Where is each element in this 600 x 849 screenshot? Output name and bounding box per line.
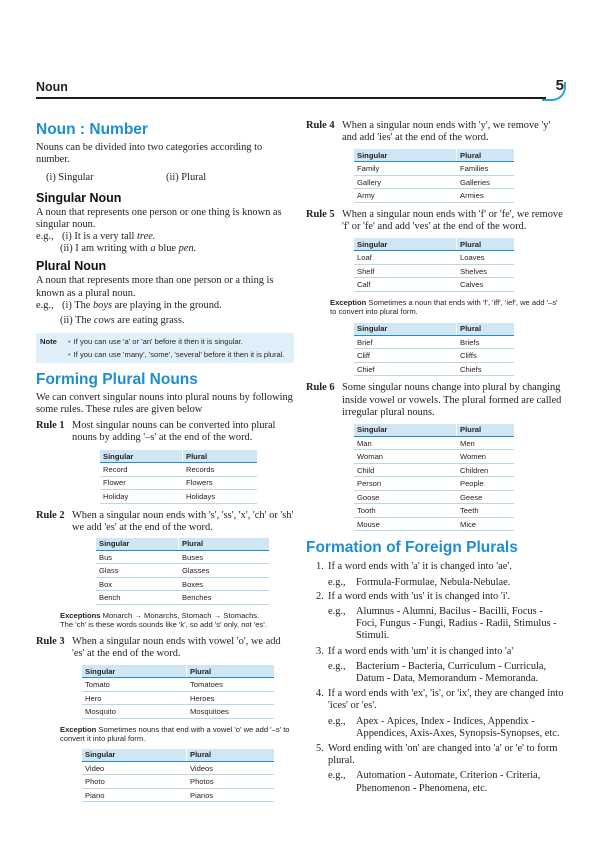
rule-2 <box>36 510 294 534</box>
table-row <box>100 490 257 504</box>
column-header: Plural <box>457 424 515 437</box>
table-row <box>354 162 514 176</box>
table-row <box>82 788 274 802</box>
table-rule-3-exception <box>82 749 274 803</box>
table-rule-3 <box>82 665 274 719</box>
example-text: are playing in the ground. <box>112 299 222 311</box>
cell: Tomato <box>82 678 187 692</box>
item-example: Apex - Apices, Index - Indices, Appendix - Appendices, Axis-Axes, Synopsis-Synopses, etc. <box>356 715 560 739</box>
rule-label: Rule 1 <box>36 419 65 431</box>
example-text: (ii) I am writing with <box>60 243 148 255</box>
category-plural: (ii) Plural <box>166 172 207 184</box>
cell: Holiday <box>100 490 183 504</box>
item-number: 5. <box>316 743 324 755</box>
column-header: Singular <box>82 749 187 762</box>
cell: Glasses <box>179 564 270 578</box>
item-number: 4. <box>316 688 324 700</box>
eg-label: e.g., <box>328 715 346 727</box>
column-header: Singular <box>354 149 457 162</box>
chapter-title: Noun <box>36 80 68 94</box>
note-text: If you can use 'a' or 'an' before it then it is singular. <box>73 337 243 347</box>
example-emphasis: boys <box>92 299 113 311</box>
item-text: If a word ends with 'um' it is changed into 'a' <box>328 645 514 657</box>
cell: Teeth <box>457 504 515 518</box>
section-title-foreign-plurals: Formation of Foreign Plurals <box>306 539 518 557</box>
cell: Cliffs <box>457 349 515 363</box>
column-header: Singular <box>82 665 187 678</box>
table-row <box>354 349 514 363</box>
table-row <box>354 189 514 203</box>
table-row <box>96 577 269 591</box>
table-row <box>82 678 274 692</box>
example-text: are eating grass. <box>114 315 185 327</box>
cell: Cliff <box>354 349 457 363</box>
cell: Piano <box>82 788 187 802</box>
cell: Shelf <box>354 264 457 278</box>
category-singular: (i) Singular <box>46 172 94 184</box>
cell: Loaf <box>354 251 457 265</box>
header-corner-decoration <box>542 82 566 101</box>
cell: Record <box>100 463 183 477</box>
column-header: Singular <box>96 538 179 551</box>
cell: Mouse <box>354 517 457 531</box>
table-header-row <box>354 149 514 162</box>
eg-label: e.g., <box>328 606 346 618</box>
exception-text: Sometimes nouns that end with a vowel 'o' we add '–s' to convert it into plural form. <box>60 724 290 744</box>
column-header: Plural <box>187 665 275 678</box>
eg-label: e.g., <box>328 770 346 782</box>
item-text: If a word ends with 'a' it is changed into 'ae'. <box>328 561 512 573</box>
cell: Buses <box>179 550 270 564</box>
rule-label: Rule 3 <box>36 635 65 647</box>
plural-example-2 <box>60 315 294 327</box>
cell: Bus <box>96 550 179 564</box>
singular-example-1 <box>36 231 294 243</box>
note-text: If you can use 'many', 'some', 'several' before it then it is plural. <box>73 350 285 360</box>
cell: Families <box>457 162 515 176</box>
singular-noun-heading: Singular Noun <box>36 190 122 205</box>
item-example: Automation - Automate, Criterion - Criteria, Phenomenon - Phenomena, etc. <box>356 770 541 794</box>
item-example: Formula-Formulae, Nebula-Nebulae. <box>356 576 511 588</box>
table-row <box>354 362 514 376</box>
left-column <box>36 115 294 802</box>
note-item <box>68 348 290 361</box>
eg-label: e.g., <box>328 576 346 588</box>
singular-definition: A noun that represents one person or one thing is known as singular noun. <box>36 206 282 230</box>
exceptions-label: Exceptions <box>60 610 101 620</box>
table-row <box>354 335 514 349</box>
eg-label: e.g., <box>36 299 54 311</box>
table-row <box>82 775 274 789</box>
cell: Pianos <box>187 788 275 802</box>
table-rule-2 <box>96 538 269 605</box>
exception-rule-3 <box>60 725 294 744</box>
item-example: Alumnus - Alumni, Bacilus - Bacilli, Focus - Foci, Fungus - Fungi, Radius - Radii, Stimulus - Stimuli. <box>356 606 557 642</box>
cell: Records <box>183 463 258 477</box>
cell: Flowers <box>183 476 258 490</box>
example-emphasis: cows <box>93 315 115 327</box>
table-rule-5-exception <box>354 323 514 377</box>
plural-noun-heading: Plural Noun <box>36 259 107 274</box>
example-text: (i) It is a very tall <box>62 231 135 243</box>
table-rule-1 <box>100 450 257 504</box>
table-rule-5 <box>354 238 514 292</box>
table-row <box>354 436 514 450</box>
eg-label: e.g., <box>36 231 54 243</box>
cell: Bench <box>96 591 179 605</box>
table-row <box>82 761 274 775</box>
table-header-row <box>96 538 269 551</box>
rule-text: When a singular noun ends with 'f' or 'fe', we remove 'f' or 'fe' and add 'ves' at the end of the word. <box>342 208 563 233</box>
column-header: Singular <box>100 450 183 463</box>
header-divider <box>36 97 546 99</box>
cell: Brief <box>354 335 457 349</box>
example-text: (i) The <box>62 299 93 311</box>
table-header-row <box>354 323 514 336</box>
cell: Loaves <box>457 251 515 265</box>
cell: Hero <box>82 691 187 705</box>
table-row <box>354 175 514 189</box>
cell: Mosquitoes <box>187 705 275 719</box>
rule-5 <box>306 209 564 233</box>
cell: Gallery <box>354 175 457 189</box>
item-number: 1. <box>316 561 324 573</box>
note-box <box>36 333 294 363</box>
bullet-icon: • <box>68 337 71 347</box>
column-header: Singular <box>354 323 457 336</box>
table-row <box>96 550 269 564</box>
rule-1 <box>36 420 294 444</box>
table-row <box>100 463 257 477</box>
table-row <box>354 251 514 265</box>
cell: Men <box>457 436 515 450</box>
item-number: 2. <box>316 590 324 602</box>
table-header-row <box>354 238 514 251</box>
page-number: 5 <box>555 77 564 94</box>
cell: Heroes <box>187 691 275 705</box>
cell: Person <box>354 477 457 491</box>
rule-6 <box>306 382 564 419</box>
cell: Briefs <box>457 335 515 349</box>
example-emphasis: a <box>150 243 156 255</box>
rule-label: Rule 4 <box>306 120 335 131</box>
cell: Calf <box>354 278 457 292</box>
cell: Man <box>354 436 457 450</box>
rule-label: Rule 6 <box>306 382 335 394</box>
item-text: If a word ends with 'ex', 'is', or 'ix', they are changed into 'ices' or 'es'. <box>328 688 564 712</box>
forming-intro: We can convert singular nouns into plural nouns by following some rules. These rules are given below <box>36 392 293 416</box>
page-header <box>36 77 564 102</box>
cell: Photo <box>82 775 187 789</box>
cell: Tomatoes <box>187 678 275 692</box>
rule-3 <box>36 636 294 660</box>
cell: Galleries <box>457 175 515 189</box>
table-row <box>100 476 257 490</box>
table-row <box>96 564 269 578</box>
cell: Armies <box>457 189 515 203</box>
table-row <box>354 463 514 477</box>
singular-example-2 <box>60 243 294 255</box>
cell: Boxes <box>179 577 270 591</box>
table-row <box>82 691 274 705</box>
cell: Family <box>354 162 457 176</box>
rule-label: Rule 2 <box>36 509 65 521</box>
table-row <box>354 490 514 504</box>
table-row <box>354 264 514 278</box>
cell: Geese <box>457 490 515 504</box>
exceptions-rule-2 <box>60 611 294 630</box>
intro-text: Nouns can be divided into two categories according to number. <box>36 142 263 166</box>
example-text: blue <box>155 243 179 255</box>
cell: Box <box>96 577 179 591</box>
right-column <box>306 120 564 795</box>
table-row <box>96 591 269 605</box>
rule-text: When a singular noun ends with vowel 'o', we add 'es' at the end of the word. <box>72 635 281 660</box>
bullet-icon: • <box>68 350 71 360</box>
table-rule-4 <box>354 149 514 203</box>
foreign-item <box>316 591 564 643</box>
cell: Children <box>457 463 515 477</box>
column-header: Plural <box>457 149 515 162</box>
table-row <box>354 477 514 491</box>
example-text: (ii) The <box>60 315 94 327</box>
item-text: If a word ends with 'us' it is changed into 'i'. <box>328 590 511 602</box>
cell: Benches <box>179 591 270 605</box>
cell: Holidays <box>183 490 258 504</box>
section-title-noun-number: Noun : Number <box>36 121 148 138</box>
table-row <box>82 705 274 719</box>
table-header-row <box>82 749 274 762</box>
cell: Army <box>354 189 457 203</box>
item-example: Bacterium - Bacteria, Curriculum - Curricula, Datum - Data, Memorandum - Memoranda. <box>356 660 547 685</box>
foreign-item <box>316 743 564 795</box>
rule-label: Rule 5 <box>306 208 335 220</box>
cell: Goose <box>354 490 457 504</box>
rule-text: Most singular nouns can be converted into plural nouns by adding '–s' at the end of the word. <box>72 419 276 443</box>
cell: Flower <box>100 476 183 490</box>
table-header-row <box>100 450 257 463</box>
section-title-forming-plurals: Forming Plural Nouns <box>36 371 198 389</box>
cell: Chief <box>354 362 457 376</box>
rule-4 <box>306 120 564 144</box>
cell: Mice <box>457 517 515 531</box>
table-header-row <box>354 424 514 437</box>
column-header: Plural <box>179 538 270 551</box>
note-item <box>68 335 290 348</box>
cell: Mosquito <box>82 705 187 719</box>
foreign-item <box>316 646 564 686</box>
exception-text: Sometimes a noun that ends with 'f', 'iff', 'ief', we add '–s' to convert into plural form. <box>330 297 558 317</box>
cell: People <box>457 477 515 491</box>
table-row <box>354 504 514 518</box>
example-emphasis: pen. <box>178 243 197 255</box>
rule-text: Some singular nouns change into plural by changing inside vowel or vowels. The plural formed are called irregular plural nouns. <box>342 382 562 418</box>
column-header: Plural <box>457 323 515 336</box>
rule-text: When a singular noun ends with 'y', we remove 'y' and add 'ies' at the end of the word. <box>342 120 551 144</box>
cell: Photos <box>187 775 275 789</box>
column-header: Singular <box>354 238 457 251</box>
table-row <box>354 517 514 531</box>
exception-label: Exception <box>330 297 367 307</box>
cell: Woman <box>354 450 457 464</box>
exceptions-text: Monarch → Monarchs, Stomach → Stomachs. <box>102 610 260 620</box>
item-number: 3. <box>316 645 324 657</box>
cell: Chiefs <box>457 362 515 376</box>
cell: Videos <box>187 761 275 775</box>
cell: Women <box>457 450 515 464</box>
foreign-item <box>316 688 564 740</box>
cell: Video <box>82 761 187 775</box>
note-label: Note <box>40 337 57 347</box>
column-header: Singular <box>354 424 457 437</box>
column-header: Plural <box>187 749 275 762</box>
table-rule-6 <box>354 424 514 532</box>
cell: Glass <box>96 564 179 578</box>
cell: Calves <box>457 278 515 292</box>
table-row <box>354 450 514 464</box>
item-text: Word ending with 'on' are changed into 'a' or 'e' to form plural. <box>328 743 558 767</box>
eg-label: e.g., <box>328 660 346 672</box>
table-row <box>354 278 514 292</box>
cell: Shelves <box>457 264 515 278</box>
categories-row <box>46 172 294 184</box>
exception-rule-5 <box>330 298 564 317</box>
column-header: Plural <box>183 450 258 463</box>
example-emphasis: tree. <box>137 231 156 243</box>
rule-text: When a singular noun ends with 's', 'ss', 'x', 'ch' or 'sh' we add 'es' at the end of the word. <box>72 509 294 533</box>
cell: Child <box>354 463 457 477</box>
plural-example-1 <box>36 300 294 312</box>
column-header: Plural <box>457 238 515 251</box>
foreign-item <box>316 561 564 588</box>
cell: Tooth <box>354 504 457 518</box>
table-header-row <box>82 665 274 678</box>
plural-definition: A noun that represents more than one person or a thing is known as a plural noun. <box>36 275 274 299</box>
exceptions-text: The 'ch' is these words sounds like 'k', so add 's' only, not 'es'. <box>60 620 267 630</box>
exception-label: Exception <box>60 724 97 734</box>
